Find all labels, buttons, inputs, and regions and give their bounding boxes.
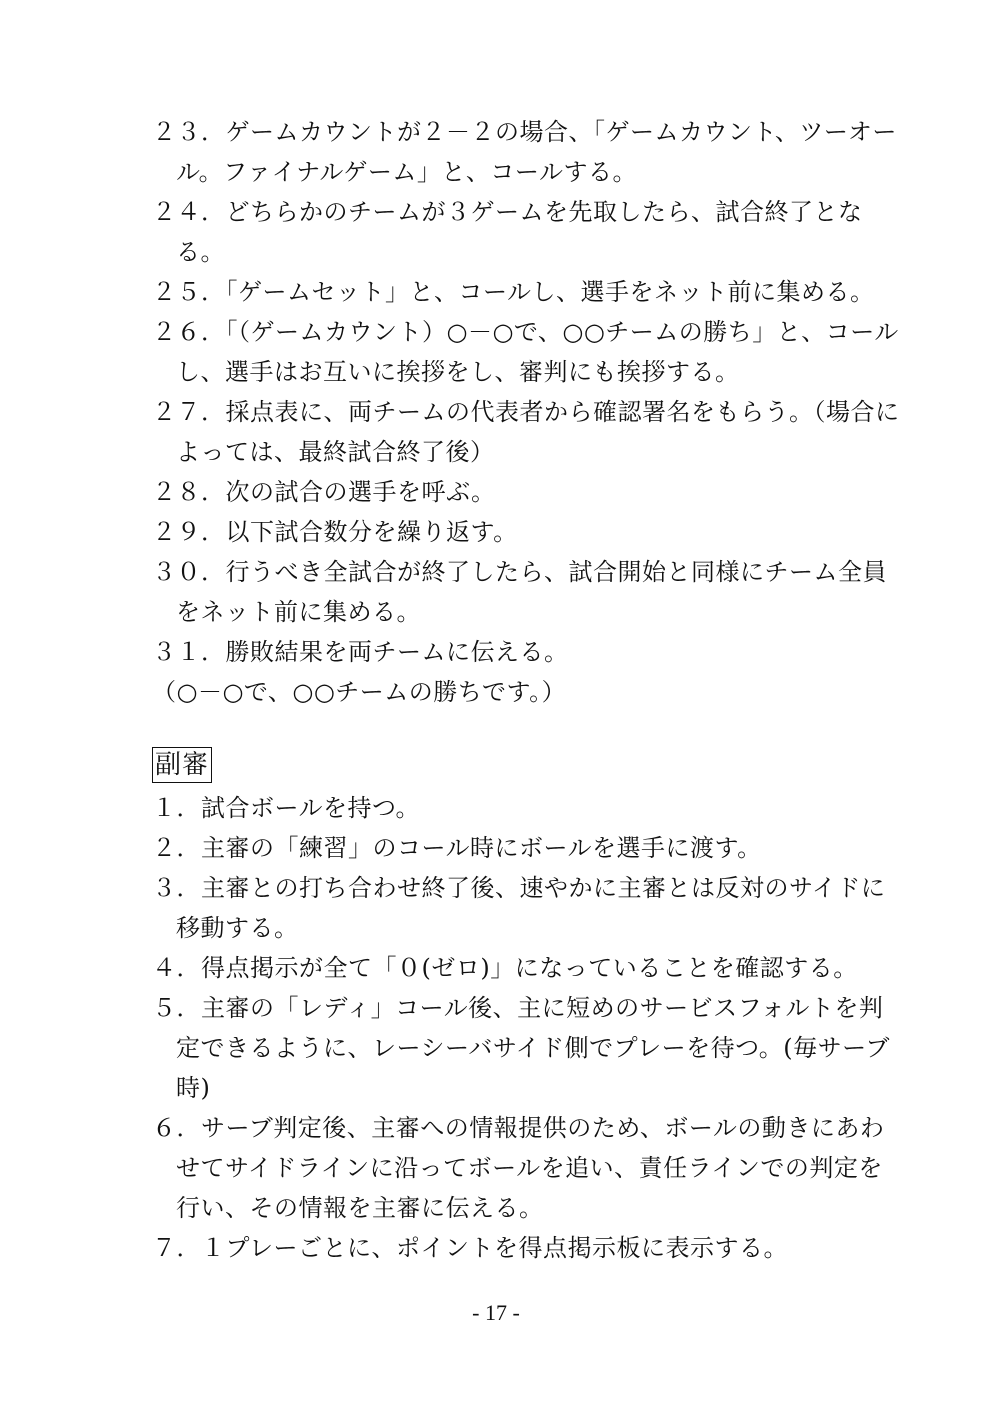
list-item: ３１．勝敗結果を両チームに伝える。 <box>152 638 569 666</box>
list-item: ２３．ゲームカウントが２－２の場合、「ゲームカウント、ツーオール。ファイナルゲーム」と、コールする。 <box>152 118 897 186</box>
list-item: ４．得点掲示が全て「０(ゼロ)」になっていることを確認する。 <box>152 954 858 982</box>
list-item: １．試合ボールを持つ。 <box>152 794 421 822</box>
list-item: ６．サーブ判定後、主審への情報提供のため、ボールの動きにあわせてサイドラインに沿ってボールを追い、責任ラインでの判定を行い、その情報を主審に伝える。 <box>152 1114 885 1222</box>
list-item: ２８．次の試合の選手を呼ぶ。 <box>152 478 496 506</box>
list-item: ２４．どちらかのチームが３ゲームを先取したら、試合終了となる。 <box>152 198 863 266</box>
main-referee-list <box>152 112 900 712</box>
list-item: ２７．採点表に、両チームの代表者から確認署名をもらう。（場合によっては、最終試合終了後） <box>152 398 900 466</box>
list-item: ３．主審との打ち合わせ終了後、速やかに主審とは反対のサイドに移動する。 <box>152 874 886 942</box>
list-item: ２．主審の「練習」のコール時にボールを選手に渡す。 <box>152 834 762 862</box>
list-item: ７．１プレーごとに、ポイントを得点掲示板に表示する。 <box>152 1234 789 1262</box>
sub-referee-list <box>152 788 900 1268</box>
list-item: ２６．「（ゲームカウント）○－○で、○○チームの勝ち」と、コールし、選手はお互いに挨拶をし、審判にも挨拶する。 <box>152 318 899 386</box>
document-body <box>152 112 900 1268</box>
page-number: - 17 - <box>472 1300 520 1325</box>
list-item: ２５．「ゲームセット」と、コールし、選手をネット前に集める。 <box>152 278 875 306</box>
list-item: ５．主審の「レディ」コール後、主に短めのサービスフォルトを判定できるように、レーシーバサイド側でプレーを待つ。(毎サーブ時) <box>152 994 890 1102</box>
list-item: ２９．以下試合数分を繰り返す。 <box>152 518 518 546</box>
section-heading-sub-referee: 副審 <box>152 747 212 783</box>
list-item: ３０．行うべき全試合が終了したら、試合開始と同様にチーム全員をネット前に集める。 <box>152 558 887 626</box>
result-example: （○－○で、○○チームの勝ちです。） <box>152 678 567 706</box>
